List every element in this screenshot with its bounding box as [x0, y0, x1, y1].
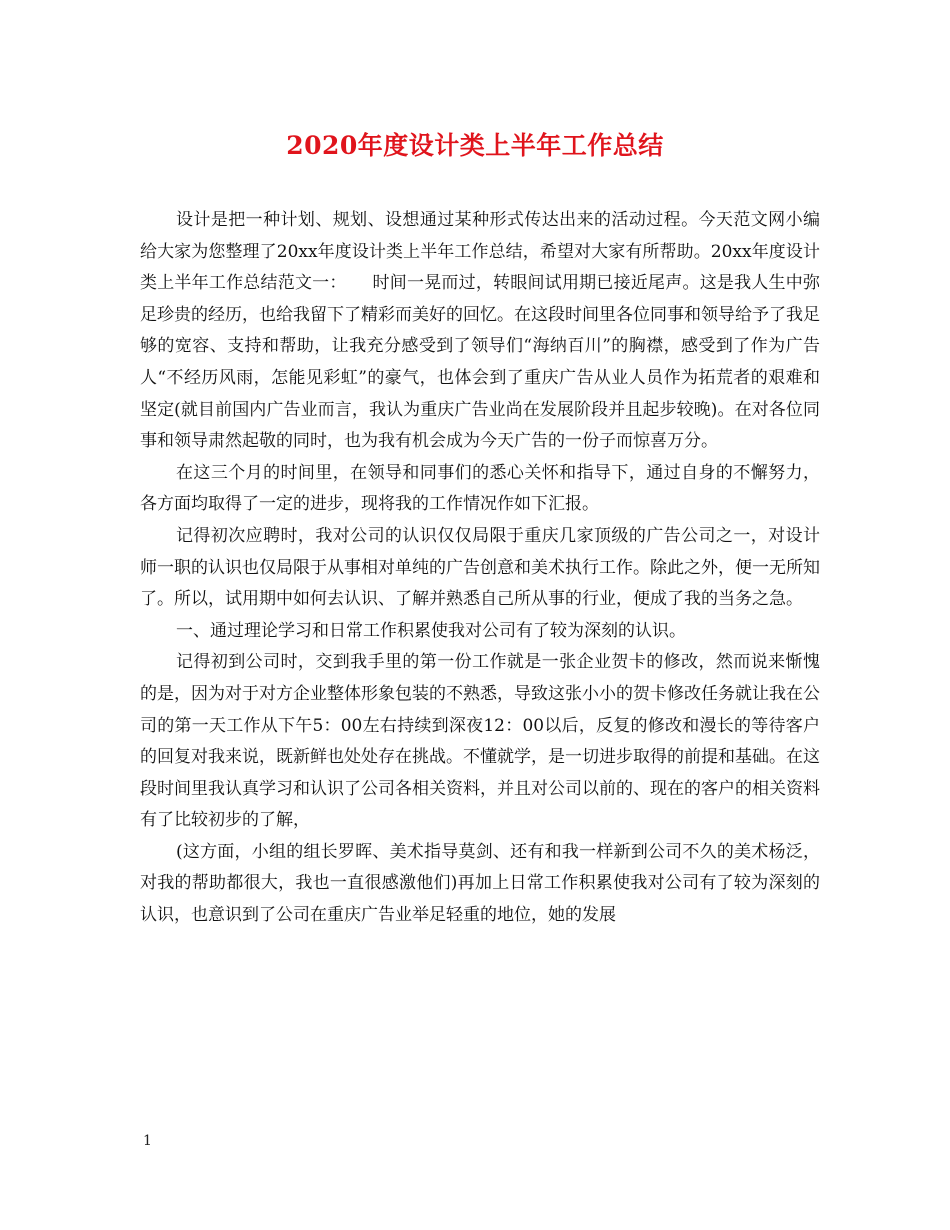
- document-body: [140, 205, 820, 932]
- paragraph: 记得初到公司时，交到我手里的第一份工作就是一张企业贺卡的修改，然而说来惭愧的是，因为对于对方企业整体形象包装的不熟悉，导致这张小小的贺卡修改任务就让我在公司的第一天工作从下午5：00左右持续到深夜12：00以后，反复的修改和漫长的等待客户的回复对我来说，既新鲜也处处存在挑战。不懂就学，是一切进步取得的前提和基础。在这段时间里我认真学习和认识了公司各相关资料，并且对公司以前的、现在的客户的相关资料有了比较初步的了解，: [140, 652, 820, 831]
- paragraph: 在这三个月的时间里，在领导和同事们的悉心关怀和指导下，通过自身的不懈努力，各方面均取得了一定的进步，现将我的工作情况作如下汇报。: [140, 462, 820, 515]
- paragraph: (这方面，小组的组长罗晖、美术指导莫剑、还有和我一样新到公司不久的美术杨泛，对我的帮助都很大，我也一直很感激他们)再加上日常工作积累使我对公司有了较为深刻的认识，也意识到了公司在重庆广告业举足轻重的地位，她的发展: [140, 841, 820, 926]
- document-title: 2020年度设计类上半年工作总结: [286, 131, 664, 160]
- paragraph: 一、通过理论学习和日常工作积累使我对公司有了较为深刻的认识。: [176, 620, 686, 641]
- paragraph: 记得初次应聘时，我对公司的认识仅仅局限于重庆几家顶级的广告公司之一，对设计师一职的认识也仅局限于从事相对单纯的广告创意和美术执行工作。除此之外，便一无所知了。所以，试用期中如何去认识、了解并熟悉自己所从事的行业，便成了我的当务之急。: [140, 525, 820, 610]
- page-number: 1: [143, 1133, 152, 1149]
- paragraph: 设计是把一种计划、规划、设想通过某种形式传达出来的活动过程。今天范文网小编给大家为您整理了20xx年度设计类上半年工作总结，希望对大家有所帮助。20xx年度设计类上半年工作总结范文一： 时间一晃而过，转眼间试用期已接近尾声。这是我人生中弥足珍贵的经历，也给我留下了精彩而美好的回忆。在这段时间里各位同事和领导给予了我足够的宽容、支持和帮助，让我充分感受到了领导们“海纳百川”的胸襟，感受到了作为广告人“不经历风雨，怎能见彩虹”的豪气，也体会到了重庆广告从业人员作为拓荒者的艰难和坚定(就目前国内广告业而言，我认为重庆广告业尚在发展阶段并且起步较晚)。在对各位同事和领导肃然起敬的同时，也为我有机会成为今天广告的一份子而惊喜万分。: [140, 210, 820, 452]
